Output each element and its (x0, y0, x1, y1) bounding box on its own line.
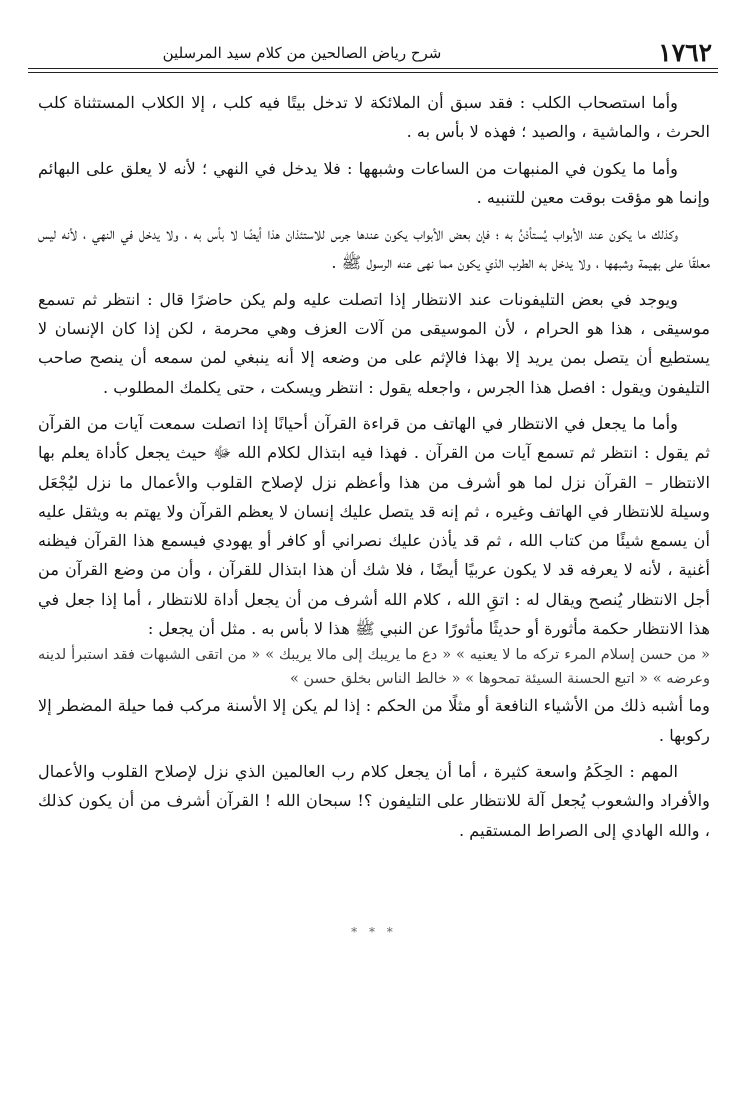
header-rule (28, 68, 718, 73)
paragraph-door-bells: وكذلك ما يكون عند الأبواب يُستأذنُ به ؛ فإن بعض الأبواب يكون عندها جرس للاستئذان هذا أيضًا لا بأس به ، ولا يدخل في النهي ، لأنه ليس معلقًا على بهيمة وشبهها ، ولا يدخل به الطرب الذي يكون مما نهى عنه الرسول ﷺ . (38, 224, 710, 273)
page-number: ١٧٦٢ (658, 38, 712, 67)
paragraph-alarm-clocks: وأما ما يكون في المنبهات من الساعات وشبهها : فلا يدخل في النهي ؛ لأنه لا يعلق على البهائم وإنما هو مؤقت بوقت معين للتنبيه . (38, 158, 710, 207)
section-separator: * * * (351, 925, 397, 939)
page-body (38, 88, 710, 852)
paragraph-conclusion: المهم : الحِكَمُ واسعة كثيرة ، أما أن يجعل كلام رب العالمين الذي نزل لإصلاح القلوب والأعمال والأفراد والشعوب يُجعل آلة للانتظار على التليفون ؟! سبحان الله ! القرآن أشرف من أن يكون كذلك ، والله الهادي إلى الصراط المستقيم . (38, 761, 710, 840)
paragraph-phone-music: ويوجد في بعض التليفونات عند الانتظار إذا اتصلت عليه ولم يكن حاضرًا قال : انتظر ثم تسمع موسيقى ، هذا هو الحرام ، لأن الموسيقى من آلات العزف وهي محرمة ، لكن إذا كان الإنسان لا يستطيع أن يتصل بمن يريد إلا بهذا فالإثم على من وضعه إلا أنه ينبغي لمن سمعه أن ينصح صاحب التليفون ويقول : افصل هذا الجرس ، واجعله يقول : انتظر ويسكت ، حتى يكلمك المطلوب . (38, 289, 710, 397)
paragraph-dog: وأما استصحاب الكلب : فقد سبق أن الملائكة لا تدخل بيتًا فيه كلب ، إلا الكلاب المستثناة كلب الحرث ، والماشية ، والصيد ؛ فهذه لا بأس به . (38, 93, 710, 142)
paragraph-phone-quran: وأما ما يجعل في الانتظار في الهاتف من قراءة القرآن أحيانًا إذا اتصلت سمعت آيات من القرآن ثم يقول : انتظر ثم تسمع آيات من القرآن . فهذا فيه ابتذال لكلام الله ﷻ حيث يجعل كأداة يعلم بها الانتظار – القرآن نزل لما هو أشرف من هذا وأعظم نزل لإصلاح القلوب والأعمال ما نزل ليُجْعَل وسيلة للانتظار في الهاتف وغيره ، ثم إنه قد يتصل عليك إنسان لا يعظم القرآن ولا يهتم به ويثقل عليه أن يسمع شيئًا من كتاب الله ، ثم قد يأذن عليك نصراني أو كافر أو يهودي فيسمع هذا القرآن فيظنه أغنية ، لأنه لا يعرفه قد لا يكون عربيًا أيضًا ، فلا شك أن هذا ابتذال للقرآن ، وأن من وضع القرآن من أجل الانتظار يُنصح ويقال له : اتقِ الله ، كلام الله أشرف من أن يجعل أداة للانتظار ، أما إذا جعل في هذا الانتظار حكمة مأثورة أو حديثًا مأثورًا عن النبي ﷺ هذا لا بأس به . مثل أن يجعل : (38, 413, 710, 639)
hadith-quotes: « من حسن إسلام المرء تركه ما لا يعنيه » « دع ما يريبك إلى مالا يريبك » « من اتقى الشبهات فقد استبرأ لدينه وعرضه » « اتبع الحسنة السيئة تمحوها » « خالط الناس بخلق حسن » (38, 647, 710, 688)
paragraph-useful-things: وما أشبه ذلك من الأشياء النافعة أو مثلًا من الحكم : إذا لم يكن إلا الأسنة مركب فما حيلة المضطر إلا ركوبها . (38, 696, 710, 745)
running-title: شرح رياض الصالحين من كلام سيد المرسلين (162, 44, 442, 62)
page-header (28, 34, 718, 74)
